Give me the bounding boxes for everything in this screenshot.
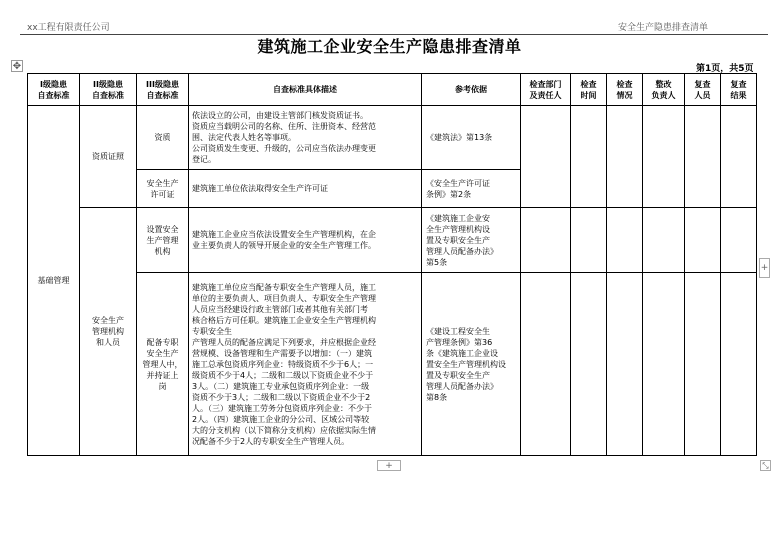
add-row-button[interactable] (377, 460, 401, 471)
cell-r4-desc[interactable]: 建筑施工单位应当配备专职安全生产管理人员，施工 单位的主要负责人、项目负责人、专职安全生产管理 人员应当经建设行政主管部门或者其他有关部门考 核合格后方可任职。建筑施工企业安全生产管理机构 专职安全生 产管理人员的配备应满足下列要求，并应根据企业经 营规模、设备管理和生产需要予以增加：（一）建筑 施工总承包资质序列企业：特级资质不少于6人；一 级资质不少于4人；二级和二级以下资质企业不少于 3人。（二）建筑施工专业承包资质序列企业：一级 资质不少于3人；二级和二级以下资质企业不少于2 人。（三）建筑施工劳务分包资质序列企业：不少于 2人。（四）建筑施工企业的分公司、区域公司等较 大的分支机构（以下简称分支机构）应依据实际生情 况配备不少于2人的专职安全生产管理人员。 (189, 273, 422, 456)
cell-r12-rectify[interactable] (643, 106, 685, 208)
header-doc-name: 安全生产隐患排查清单 (618, 23, 709, 33)
plus-icon: + (760, 263, 769, 273)
cell-r3-dept[interactable] (521, 208, 571, 273)
table-row (28, 106, 757, 170)
cell-r3-desc[interactable]: 建筑施工企业应当依法设置安全生产管理机构，在企 业主要负责人的领导开展企业的安全生产管理工作。 (189, 208, 422, 273)
plus-icon: + (385, 461, 393, 471)
cell-r12-reviewer[interactable] (685, 106, 721, 208)
cell-r12-result[interactable] (721, 106, 757, 208)
cell-r3-l3[interactable]: 设置安全 生产管理 机构 (137, 208, 189, 273)
col-basis-header: 参考依据 (422, 74, 521, 106)
page-info: 第1页，共5页 (696, 64, 754, 74)
cell-r12-status[interactable] (607, 106, 643, 208)
cell-r4-reviewer[interactable] (685, 273, 721, 456)
cell-r1-desc[interactable]: 依法设立的公司，由建设主管部门核发资质证书。 资质应当载明公司的名称、住所、注册资本、经营范 围、法定代表人姓名等事项。 公司资质发生变更、升级的，公司应当依法办理变更 登记。 (189, 106, 422, 170)
cell-r2-desc[interactable]: 建筑施工单位依法取得安全生产许可证 (189, 170, 422, 208)
table-resize-handle[interactable] (760, 460, 771, 471)
cell-r4-l3[interactable]: 配备专职 安全生产 管理人中， 并持证上 岗 (137, 273, 189, 456)
col-time-header: 检查 时间 (571, 74, 607, 106)
cell-r3-time[interactable] (571, 208, 607, 273)
cell-r3-basis[interactable]: 《建筑施工企业安 全生产管理机构设 置及专职安全生产 管理人员配备办法》 第5条 (422, 208, 521, 273)
table-move-handle[interactable] (11, 60, 23, 72)
checklist-table (27, 73, 757, 456)
col-l2-header: II级隐患 自查标准 (80, 74, 137, 106)
col-dept-header: 检查部门 及责任人 (521, 74, 571, 106)
col-l1-header: I级隐患 自查标准 (28, 74, 80, 106)
col-result-header: 复查 结果 (721, 74, 757, 106)
cell-l2-cert[interactable]: 资质证照 (80, 106, 137, 208)
cell-r3-reviewer[interactable] (685, 208, 721, 273)
cell-r4-rectify[interactable] (643, 273, 685, 456)
resize-diagonal-icon: ⤡ (762, 461, 769, 470)
cell-r1-l3[interactable]: 资质 (137, 106, 189, 170)
col-rectify-header: 整改 负责人 (643, 74, 685, 106)
col-reviewer-header: 复查 人员 (685, 74, 721, 106)
document-title: 建筑施工企业安全生产隐患排查清单 (257, 37, 522, 56)
cell-r4-dept[interactable] (521, 273, 571, 456)
col-desc-header: 自查标准具体描述 (189, 74, 422, 106)
cell-r2-l3[interactable]: 安全生产 许可证 (137, 170, 189, 208)
move-arrows-icon: ✥ (12, 61, 22, 72)
cell-r4-status[interactable] (607, 273, 643, 456)
col-l3-header: III级隐患 自查标准 (137, 74, 189, 106)
add-column-button[interactable] (759, 258, 770, 278)
cell-r12-dept[interactable] (521, 106, 571, 208)
cell-r4-basis[interactable]: 《建设工程安全生 产管理条例》第36 条《建筑施工企业设 置安全生产管理机构设 置及专职安全生产 管理人员配备办法》 第8条 (422, 273, 521, 456)
cell-r1-basis[interactable]: 《建筑法》第13条 (422, 106, 521, 170)
cell-r2-basis[interactable]: 《安全生产许可证 条例》第2条 (422, 170, 521, 208)
cell-r3-rectify[interactable] (643, 208, 685, 273)
cell-r12-time[interactable] (571, 106, 607, 208)
cell-r4-time[interactable] (571, 273, 607, 456)
header-company: xx工程有限责任公司 (27, 23, 110, 33)
cell-l1-basic[interactable]: 基础管理 (28, 106, 80, 456)
cell-r4-result[interactable] (721, 273, 757, 456)
cell-r3-result[interactable] (721, 208, 757, 273)
table-row (28, 208, 757, 273)
cell-l2-org[interactable]: 安全生产 管理机构 和人员 (80, 208, 137, 456)
table-row (28, 273, 757, 456)
header-row (28, 74, 757, 106)
cell-r3-status[interactable] (607, 208, 643, 273)
col-status-header: 检查 情况 (607, 74, 643, 106)
